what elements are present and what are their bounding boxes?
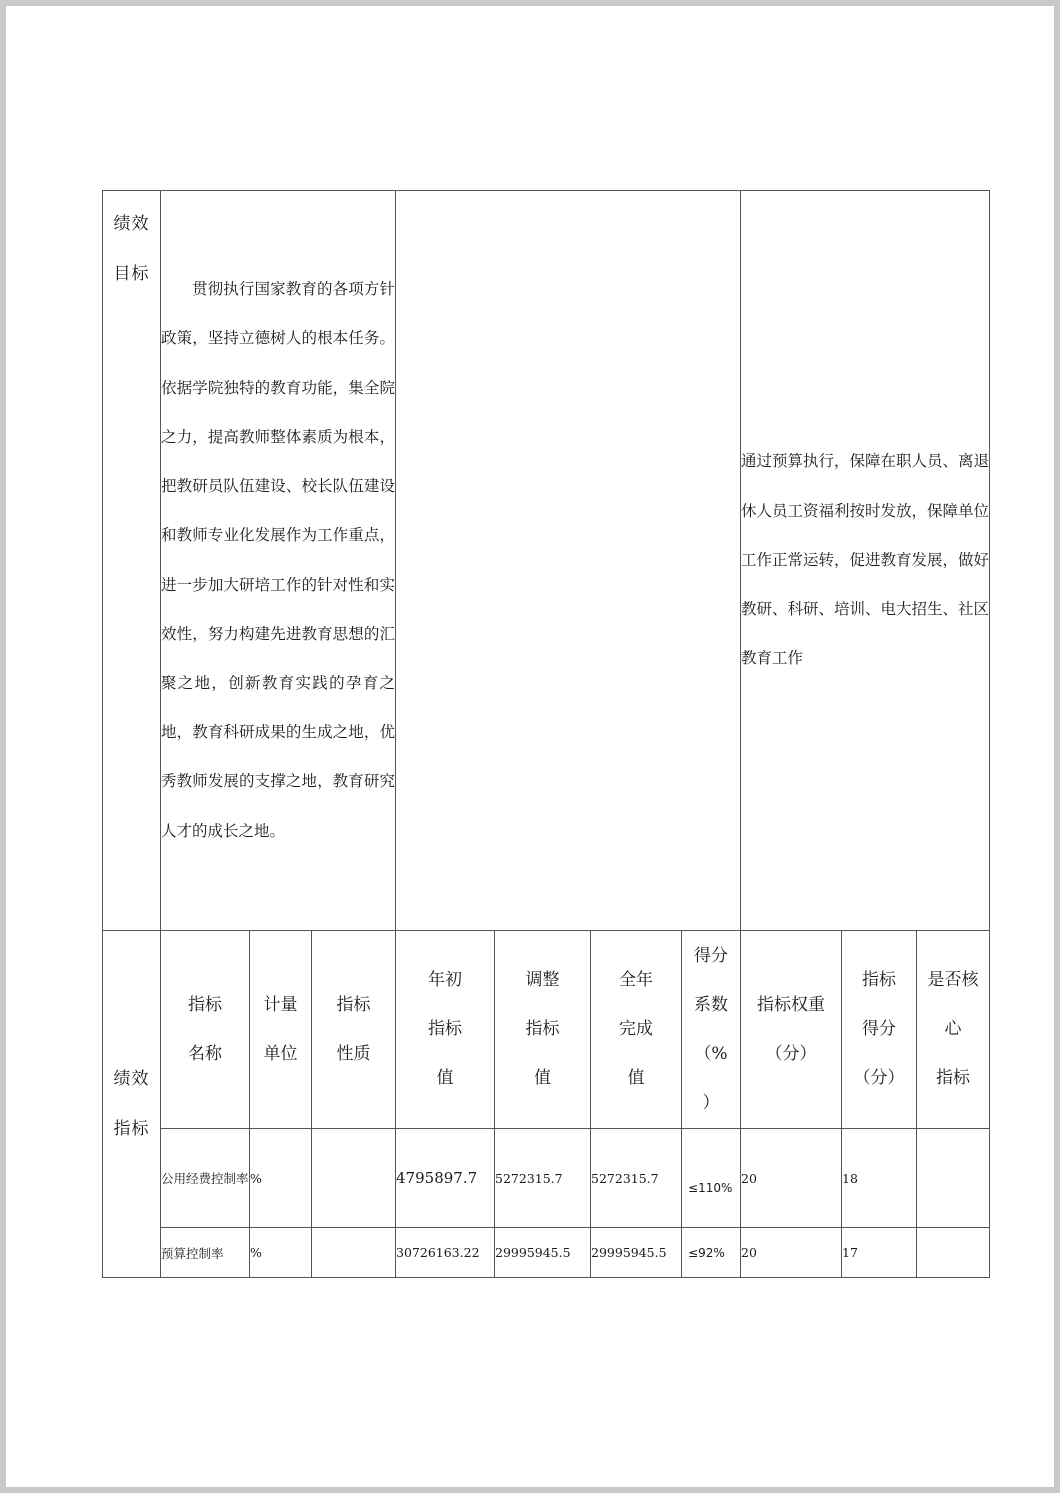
header-nature: 指标 性质 (312, 931, 396, 1129)
row-score: 18 (842, 1129, 917, 1228)
performance-table (102, 190, 990, 1278)
indicator-label-line-1: 绩效 (113, 1069, 150, 1089)
indicator-header-row (103, 931, 990, 1129)
row-core (917, 1228, 990, 1278)
row-nature (312, 1129, 396, 1228)
row-adjusted-value: 5272315.7 (495, 1129, 591, 1228)
header-score: 指标 得分 （分） (842, 931, 917, 1129)
header-indicator-name: 指标 名称 (161, 931, 250, 1129)
table-row (103, 1129, 990, 1228)
goal-text: 贯彻执行国家教育的各项方针政策，坚持立德树人的根本任务。依据学院独特的教育功能，集全院之力，提高教师整体素质为根本，把教研员队伍建设、校长队伍建设和教师专业化发展作为工作重点，进一步加大研培工作的针对性和实效性，努力构建先进教育思想的汇聚之地，创新教育实践的孕育之地，教育科研成果的生成之地，优秀教师发展的支撑之地，教育研究人才的成长之地。 (161, 191, 396, 931)
goal-row (103, 191, 990, 931)
row-name: 预算控制率 (161, 1228, 250, 1278)
row-initial-value: 4795897.7 (396, 1129, 495, 1228)
table-row (103, 1228, 990, 1278)
row-score: 17 (842, 1228, 917, 1278)
header-weight: 指标权重 （分） (741, 931, 842, 1129)
header-initial-value: 年初 指标 值 (396, 931, 495, 1129)
row-unit: % (250, 1228, 312, 1278)
goal-empty-cell (396, 191, 741, 931)
header-unit: 计量 单位 (250, 931, 312, 1129)
row-core (917, 1129, 990, 1228)
row-coefficient: ≤92% (682, 1228, 741, 1278)
indicator-label-line-2: 指标 (113, 1119, 150, 1139)
goal-text-2: 通过预算执行，保障在职人员、离退休人员工资福利按时发放，保障单位工作正常运转，促进教育发展，做好教研、科研、培训、电大招生、社区教育工作 (741, 191, 990, 931)
row-name: 公用经费控制率 (161, 1129, 250, 1228)
row-completed-value: 5272315.7 (591, 1129, 682, 1228)
header-is-core: 是否核 心 指标 (917, 931, 990, 1129)
row-weight: 20 (741, 1129, 842, 1228)
row-weight: 20 (741, 1228, 842, 1278)
row-adjusted-value: 29995945.5 (495, 1228, 591, 1278)
row-completed-value: 29995945.5 (591, 1228, 682, 1278)
row-initial-value: 30726163.22 (396, 1228, 495, 1278)
row-unit: % (250, 1129, 312, 1228)
indicator-label (103, 931, 161, 1278)
document-page (6, 6, 1054, 1487)
header-completed-value: 全年 完成 值 (591, 931, 682, 1129)
goal-label-line-1: 绩效 (113, 214, 150, 234)
row-nature (312, 1228, 396, 1278)
header-score-coefficient: 得分 系数 （% ） (682, 931, 741, 1129)
row-coefficient: ≤110% (682, 1129, 741, 1228)
goal-label (103, 191, 161, 931)
goal-label-line-2: 目标 (113, 264, 150, 284)
header-adjusted-value: 调整 指标 值 (495, 931, 591, 1129)
